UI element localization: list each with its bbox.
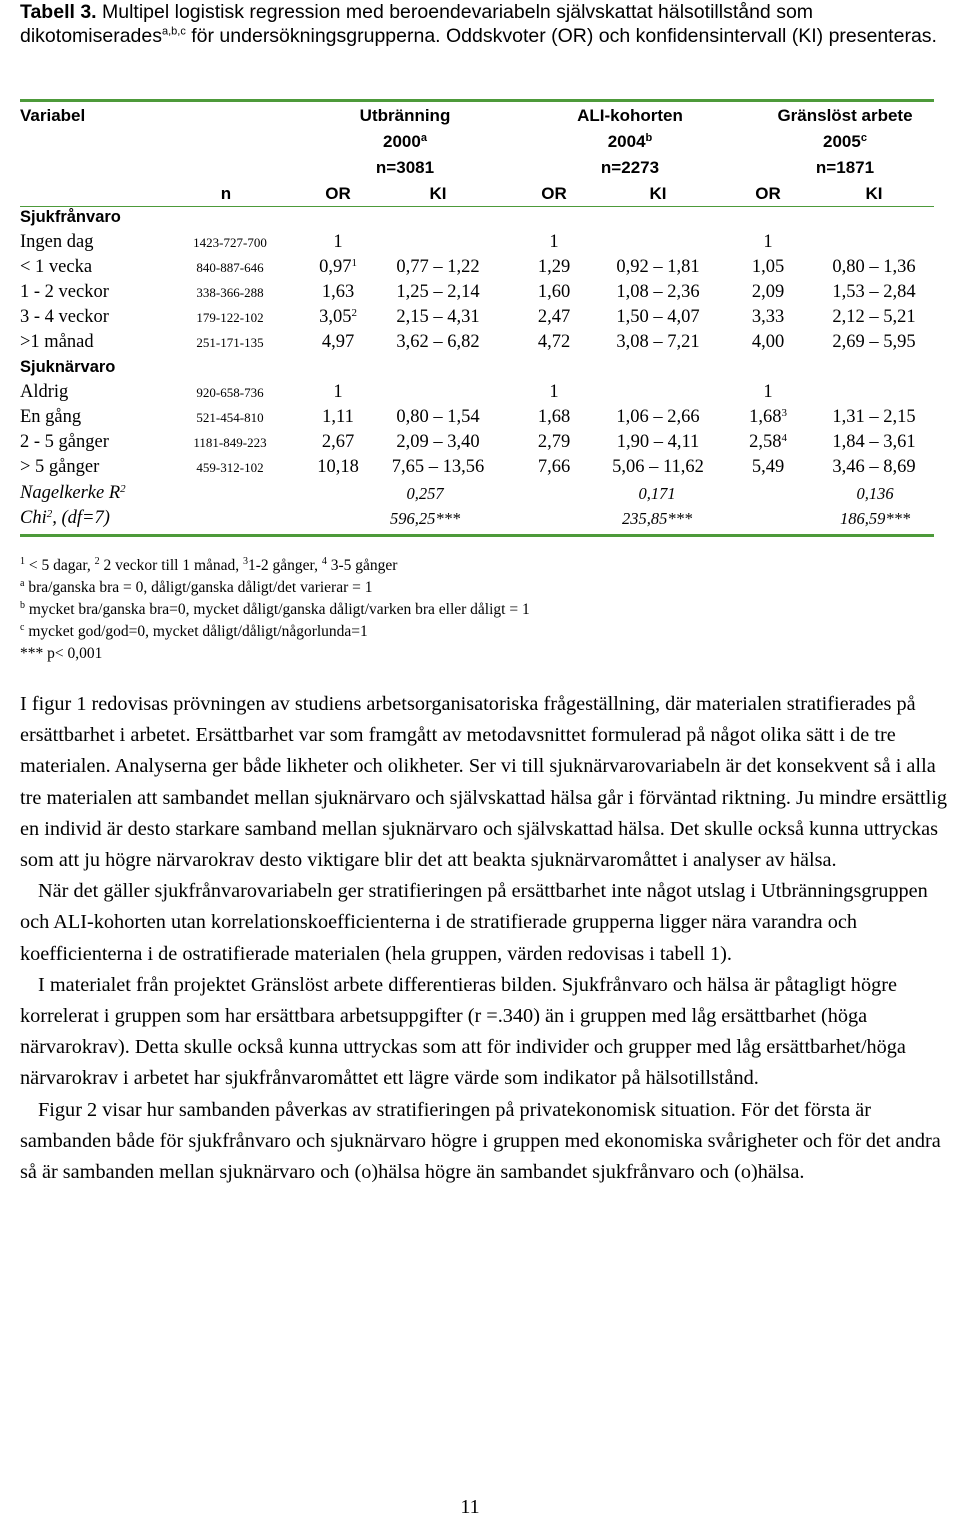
caption-sup: a,b,c: [161, 25, 186, 38]
row-n: 459-312-102: [196, 460, 264, 475]
or-value: 1: [333, 382, 343, 402]
chi-row: [20, 506, 934, 531]
section-row: [20, 205, 934, 230]
group-n: n=3081: [375, 158, 435, 177]
or-value: 5,49: [751, 457, 785, 477]
chi-value: 235,85***: [621, 509, 693, 528]
or-value: 2,58$^4$: [749, 432, 787, 452]
group-name: ALI-kohorten: [577, 106, 683, 125]
group-year: 2005$^c$: [823, 132, 867, 151]
nagelkerke-label: Nagelkerke $R^2$: [20, 483, 126, 503]
col-header-ki: KI: [429, 184, 447, 203]
header-row-name: [20, 103, 934, 128]
table-row: [20, 230, 934, 255]
ki-value: 1,08 – 2,36: [616, 282, 700, 302]
ki-value: 2,09 – 3,40: [396, 432, 480, 452]
or-value: 7,66: [537, 457, 571, 477]
ki-value: 0,92 – 1,81: [616, 257, 700, 277]
section-title: Sjuknärvaro: [20, 358, 116, 376]
ki-value: 1,90 – 4,11: [616, 432, 700, 452]
fit-value: 0,136: [856, 484, 894, 503]
or-value: 3,33: [751, 307, 785, 327]
col-header-ki: KI: [649, 184, 667, 203]
caption-text: Multipel logistisk regression med beroendevariabeln självskattat hälsotillstånd som dikotomiserades: [20, 1, 814, 47]
table-row: [20, 305, 934, 330]
section-row: [20, 355, 934, 380]
table-row: [20, 255, 934, 280]
or-value: 1,05: [751, 257, 785, 277]
ki-value: 0,80 – 1,54: [396, 407, 480, 427]
row-label: > 5 gånger: [20, 457, 100, 477]
table-bottom-rule: [20, 534, 934, 537]
ki-value: 1,25 – 2,14: [396, 282, 480, 302]
or-value: 2,67: [321, 432, 355, 452]
table-footnotes: [20, 555, 920, 665]
ki-value: 5,06 – 11,62: [612, 457, 704, 477]
table-row: [20, 330, 934, 355]
group-name: Utbränning: [359, 106, 451, 125]
or-value: 10,18: [317, 457, 359, 477]
body-text: [20, 689, 960, 1188]
or-value: 1: [763, 232, 773, 252]
or-value: 1,11: [322, 407, 354, 427]
row-label: 2 - 5 gånger: [20, 432, 109, 452]
group-year: 2004$^b$: [607, 132, 653, 151]
row-n: 179-122-102: [196, 310, 264, 325]
row-label: Aldrig: [20, 382, 69, 402]
table-caption: [20, 0, 950, 48]
table-row: [20, 405, 934, 430]
ki-value: 1,31 – 2,15: [832, 407, 916, 427]
footnote: $^a$ bra/ganska bra = 0, dåligt/ganska dåligt/det varierar = 1: [20, 578, 373, 596]
or-value: 1: [763, 382, 773, 402]
or-value: 1: [549, 232, 559, 252]
row-label: < 1 vecka: [20, 257, 93, 277]
paragraph: Figur 2 visar hur sambanden påverkas av stratifieringen på privatekonomisk situation. För det första är sambanden både för sjukfrånvaro och sjuknärvaro högre i gruppen med ekonomiska svårigheter och för det andra så är sambanden mellan sjuknärvaro och (o)hälsa högre än sambandet sjukfrånvaro och (o)hälsa.: [20, 1098, 941, 1184]
or-value: 1,29: [537, 257, 571, 277]
table-row: [20, 430, 934, 455]
header-row-cols: [20, 181, 934, 206]
ki-value: 3,46 – 8,69: [832, 457, 916, 477]
row-label: En gång: [20, 407, 82, 427]
or-value: 4,97: [321, 332, 355, 352]
paragraph: I figur 1 redovisas prövningen av studiens arbetsorganisatoriska frågeställning, där materialen stratifierades på ersättbarhet i arbetet. Ersättbarhet var som framgått av metodavsnittet formulerad på något olika sätt i de tre materialen. Analyserna ger både likheter och olikheter. Ser vi till sjuknärvarovariabeln är det konsekvent så i alla tre materialen att sambandet mellan sjuknärvaro och självskattad hälsa går i förväntad riktning. Ju mindre ersättlig en individ är desto starkare samband mellan sjuknärvaro och självskattad hälsa. Det skulle också kunna uttryckas som att ju högre närvarokrav desto viktigare blir det att beakta sjuknärvaromåttet i analyser av hälsa.: [20, 693, 948, 872]
chi-value: 596,25***: [389, 509, 461, 528]
fit-value: 0,257: [406, 484, 444, 503]
paragraph: I materialet från projektet Gränslöst arbete differentieras bilden. Sjukfrånvaro och hälsa är påtagligt högre korrelerat i gruppen som har ersättbara arbetsuppgifter (r =.340) än i gruppen med låg ersättbarhet (höga närvarokrav). Detta skulle också kunna uttryckas som att för individer och grupper med låg ersättbarhet/höga närvarokrav i arbetet har sjukfrånvaromåttet ett lägre värde som indikator på hälsotillstånd.: [20, 973, 906, 1090]
ki-value: 3,62 – 6,82: [396, 332, 480, 352]
page-number: 11: [460, 1496, 480, 1518]
group-year: 2000$^a$: [383, 132, 427, 151]
footnote: $^b$ mycket bra/ganska bra=0, mycket dåligt/ganska dåligt/varken bra eller dåligt = 1: [20, 600, 530, 618]
ki-value: 1,84 – 3,61: [832, 432, 916, 452]
col-header-ki: KI: [865, 184, 883, 203]
section-title: Sjukfrånvaro: [20, 208, 121, 226]
or-value: 1: [333, 232, 343, 252]
ki-value: 3,08 – 7,21: [616, 332, 700, 352]
nagelkerke-row: [20, 481, 934, 506]
table-top-rule: [20, 99, 934, 102]
row-n: 521-454-810: [196, 410, 264, 425]
or-value: 3,05$^2$: [319, 307, 357, 327]
or-value: 1,60: [537, 282, 571, 302]
header-row-n: [20, 155, 934, 180]
ki-value: 1,53 – 2,84: [832, 282, 916, 302]
row-label: 3 - 4 veckor: [20, 307, 109, 327]
col-header-or: OR: [541, 184, 567, 203]
col-header-or: OR: [325, 184, 351, 203]
or-value: 1,63: [321, 282, 355, 302]
row-n: 920-658-736: [196, 385, 264, 400]
table-row: [20, 380, 934, 405]
ki-value: 1,06 – 2,66: [616, 407, 700, 427]
ki-value: 2,69 – 5,95: [832, 332, 916, 352]
group-n: n=1871: [815, 158, 875, 177]
chi-label: Chi$^2$, (df=7): [20, 508, 110, 528]
ki-value: 0,80 – 1,36: [832, 257, 916, 277]
table-row: [20, 455, 934, 480]
ki-value: 0,77 – 1,22: [396, 257, 480, 277]
or-value: 0,97$^1$: [319, 257, 357, 277]
table-row: [20, 280, 934, 305]
row-label: >1 månad: [20, 332, 94, 352]
row-n: 338-366-288: [196, 285, 264, 300]
header-row-year: [20, 129, 934, 154]
or-value: 1,68: [537, 407, 571, 427]
or-value: 1,68$^3$: [749, 407, 787, 427]
fit-value: 0,171: [638, 484, 676, 503]
footnote: $^c$ mycket god/god=0, mycket dåligt/dåligt/någorlunda=1: [20, 622, 368, 640]
ki-value: 2,12 – 5,21: [832, 307, 916, 327]
row-n: 1423-727-700: [193, 235, 267, 250]
row-n: 840-887-646: [196, 260, 264, 275]
or-value: 2,47: [537, 307, 571, 327]
or-value: 4,72: [537, 332, 571, 352]
ki-value: 7,65 – 13,56: [391, 457, 485, 477]
ki-value: 1,50 – 4,07: [616, 307, 700, 327]
caption-text-cont: för undersökningsgrupperna. Oddskvoter (OR) och konfidensintervall (KI) presenteras.: [185, 25, 937, 47]
paragraph: När det gäller sjukfrånvarovariabeln ger stratifieringen på ersättbarhet inte något utslag i Utbränningsgruppen och ALI-kohorten utan korrelationskoefficienterna i de stratifierade grupperna ligger nära varandra och koefficienterna i de ostratifierade materialen (hela gruppen, värden redovisas i tabell 1).: [20, 880, 928, 965]
table-label: Tabell 3.: [20, 1, 97, 23]
or-value: 1: [549, 382, 559, 402]
footnote: *** p< 0,001: [20, 645, 103, 662]
row-label: Ingen dag: [20, 232, 94, 252]
row-n: 251-171-135: [196, 335, 264, 350]
or-value: 2,79: [537, 432, 571, 452]
footnote: $^1$ < 5 dagar, $^2$ 2 veckor till 1 månad, $^3$1-2 gånger, $^4$ 3-5 gånger: [20, 556, 398, 574]
chi-value: 186,59***: [839, 509, 911, 528]
group-name: Gränslöst arbete: [777, 106, 913, 125]
or-value: 4,00: [751, 332, 785, 352]
col-header-or: OR: [755, 184, 781, 203]
row-n: 1181-849-223: [193, 435, 267, 450]
ki-value: 2,15 – 4,31: [396, 307, 480, 327]
row-label: 1 - 2 veckor: [20, 282, 109, 302]
or-value: 2,09: [751, 282, 785, 302]
variable-header: Variabel: [20, 106, 86, 125]
col-header-n: n: [220, 184, 232, 203]
group-n: n=2273: [600, 158, 660, 177]
